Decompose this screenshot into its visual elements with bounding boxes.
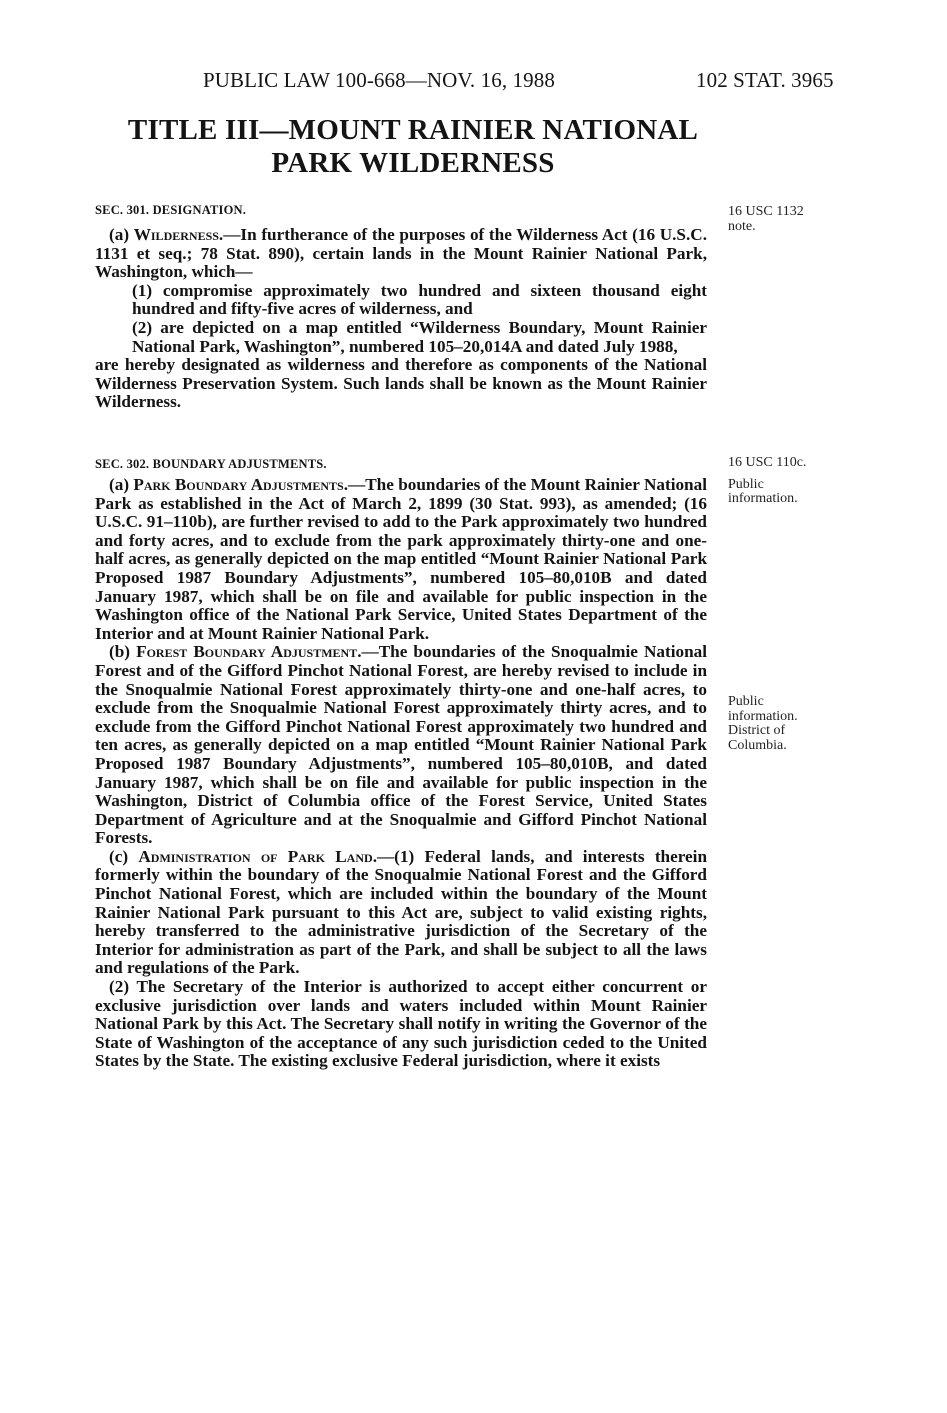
margin-note-usc-110c: 16 USC 110c. Public information. [728,455,807,506]
sec-301-a-text: .—In furtherance of the purposes of the Wilderness Act (16 U.S.C. 1131 et seq.; 78 Stat. 890), certain lands in the Mount Rainier National Park, Washington, which— [95,225,707,282]
sec-302-heading: SEC. 302. BOUNDARY ADJUSTMENTS. [95,457,327,471]
margin-note-public-info-dc: Public information. District of Columbia. [728,694,798,753]
sec-302-b-caption: Forest Boundary Adjustment [136,642,358,662]
sec-301-heading: SEC. 301. DESIGNATION. [95,203,247,217]
sec-302-c-caption: Administration of Park Land [138,846,373,866]
running-header-left: PUBLIC LAW 100-668—NOV. 16, 1988 [203,68,555,92]
sec-302-c-paragraph [95,848,707,978]
sec-301-a-caption: Wilderness [133,225,219,244]
sec-302-a-text: .—The boundaries of the Mount Rainier National Park as established in the Act of March 2, 1899 (30 Stat. 993), as amended; (16 U.S.C. 91–110b), are further revised to add to the Park approximately two hundred and forty acres, and to exclude from the park approximately thirty-one and one-half acres, as generally depicted on the map entitled “Mount Rainier National Park Proposed 1987 Boundary Adjustments”, numbered 105–80,010B and dated January 1987, which shall be on file and available for public inspection in the Washington office of the National Park Service, United States Department of the Interior and at Mount Rainier National Park. [95,475,707,643]
sec-302-a-paragraph [95,476,707,643]
sec-302-a-caption: Park Boundary Adjustments [133,475,344,494]
sec-302-b-paragraph [95,643,707,848]
sec-302-body [95,476,707,1071]
title-line-2: PARK WILDERNESS [271,147,555,179]
sec-302-c-label: (c) [109,846,139,866]
sec-301-a-label: (a) [109,225,134,244]
sec-301-body [95,226,707,412]
sec-302-b-text: .—The boundaries of the Snoqualmie National Forest and of the Gifford Pinchot National Forest, are hereby revised to include in the Snoqualmie National Forest approximately thirty-one and one-half acres, to exclude from the Snoqualmie National Forest approximately thirty acres, and to exclude from the Gifford Pinchot National Forest approximately two hundred and ten acres, as generally depicted on a map entitled “Mount Rainier National Park Proposed 1987 Boundary Adjustments”, numbered 105–80,010B, and dated January 1987, which shall be on file and available for public inspection in the Washington, District of Columbia office of the Forest Service, United States Department of Agriculture and at the Snoqualmie and Gifford Pinchot National Forests. [95,642,707,848]
sec-301-a-paragraph [95,226,707,282]
sec-301-item-2: (2) are depicted on a map entitled “Wilderness Boundary, Mount Rainier National Park, Washington”, numbered 105–20,014A and dated July 1988, [132,317,707,356]
sec-302-c-text: .—(1) Federal lands, and interests therein formerly within the boundary of the Snoqualmie National Forest and the Gifford Pinchot National Forest, which are included within the boundary of the Mount Rainier National Park pursuant to this Act are, subject to valid existing rights, hereby transferred to the administrative jurisdiction of the Secretary of the Interior for administration as part of the Park, and shall be subject to all the laws and regulations of the Park. [95,846,708,978]
title-line-1: TITLE III—MOUNT RAINIER NATIONAL [127,114,699,146]
title-heading [88,114,738,180]
sec-301-item-1: (1) compromise approximately two hundred and sixteen thousand eight hundred and fifty-five acres of wilderness, and [132,280,707,319]
sec-301-closing: are hereby designated as wilderness and therefore as components of the National Wilderness Preservation System. Such lands shall be known as the Mount Rainier Wilderness. [95,355,707,412]
sec-302-a-label: (a) [109,475,134,494]
sec-302-b-label: (b) [109,642,137,662]
sec-302-c2-paragraph: (2) The Secretary of the Interior is authorized to accept either concurrent or exclusive jurisdiction over lands and waters included within Mount Rainier National Park by this Act. The Secretary shall notify in writing the Governor of the State of Washington of the acceptance of any such jurisdiction ceded to the United States by the State. The existing exclusive Federal jurisdiction, where it exists [95,977,707,1071]
margin-note-usc-1132: 16 USC 1132 note. [728,204,804,234]
running-header-right: 102 STAT. 3965 [696,68,834,92]
